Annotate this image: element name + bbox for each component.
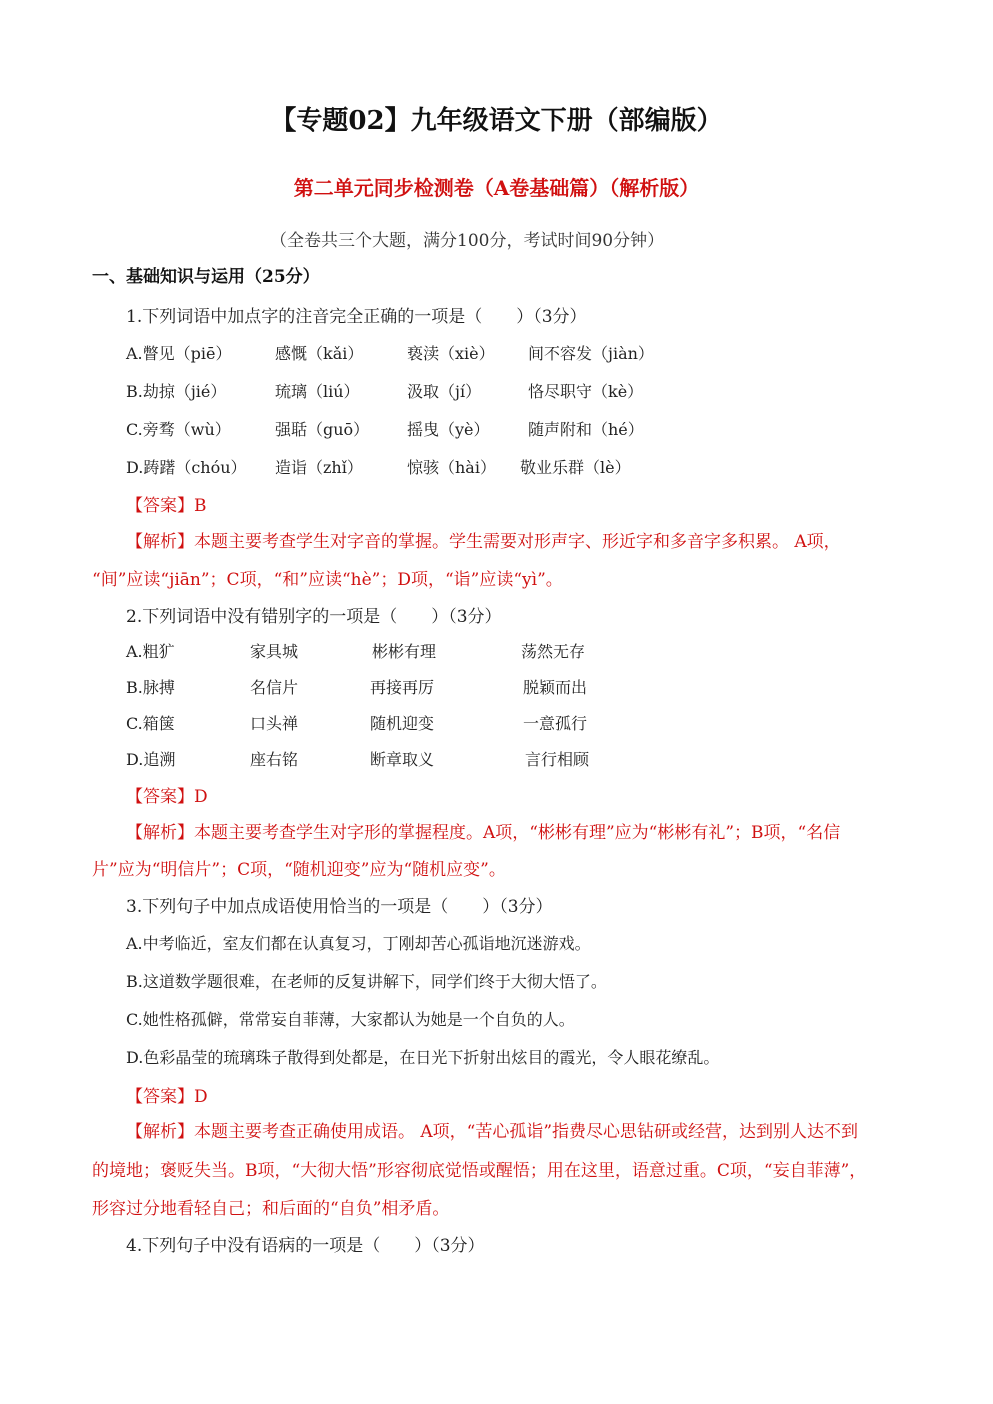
answer-value: D <box>194 1087 208 1107</box>
q3-analysis-line3: 形容过分地看轻自己；和后面的“自负”相矛盾。 <box>92 1199 450 1219</box>
q2-option-d-word1: D.追溯 <box>126 750 176 769</box>
q1-option-b-word2: 琉璃（liú） <box>275 382 360 401</box>
q2-option-b-word2: 名信片 <box>250 678 299 697</box>
q1-option-d-word2: 造诣（zhǐ） <box>275 458 363 477</box>
answer-label: 【答案】 <box>126 787 194 807</box>
q1-analysis-line1 <box>126 527 841 552</box>
question-1-stem: 1.下列词语中加点字的注音完全正确的一项是（ ）（3分） <box>126 307 587 327</box>
q2-option-c-word1: C.箱箧 <box>126 714 175 733</box>
q3-option-b: B.这道数学题很难，在老师的反复讲解下，同学们终于大彻大悟了。 <box>126 972 607 991</box>
analysis-label: 【解析】 <box>126 1122 194 1142</box>
q2-option-c-word4: 一意孤行 <box>523 714 588 733</box>
q1-option-b-word3: 汲取（jí） <box>407 382 482 401</box>
analysis-text: 本题主要考查正确使用成语。 A项，“苦心孤诣”指费尽心思钻研或经营，达到别人达不到 <box>194 1122 859 1142</box>
analysis-label: 【解析】 <box>126 532 194 552</box>
q1-option-b-word4: 恪尽职守（kè） <box>528 382 644 401</box>
q1-option-d-word3: 惊骇（hài） <box>407 458 496 477</box>
q1-option-a-word4: 间不容发（jiàn） <box>528 344 654 363</box>
q2-option-b-word4: 脱颖而出 <box>523 678 588 697</box>
question-3-stem: 3.下列句子中加点成语使用恰当的一项是（ ）（3分） <box>126 897 553 917</box>
q3-answer <box>126 1082 208 1107</box>
document-title: 【专题02】九年级语文下册（部编版） <box>270 106 723 136</box>
q3-analysis-line2: 的境地；褒贬失当。B项，“大彻大悟”形容彻底觉悟或醒悟；用在这里，语意过重。C项，“妄自菲薄”， <box>92 1161 867 1181</box>
q2-option-a-word4: 荡然无存 <box>521 642 586 661</box>
q1-option-a-word1: A.瞥见（piē） <box>126 344 232 363</box>
section-heading: 一、基础知识与运用（25分） <box>92 267 320 287</box>
q2-option-d-word3: 断章取义 <box>370 750 435 769</box>
q2-option-d-word4: 言行相顾 <box>525 750 590 769</box>
q1-option-b-word1: B.劫掠（jié） <box>126 382 227 401</box>
answer-value: B <box>194 496 207 516</box>
q2-option-b-word3: 再接再厉 <box>370 678 435 697</box>
question-4-stem: 4.下列句子中没有语病的一项是（ ）（3分） <box>126 1236 485 1256</box>
question-2-stem: 2.下列词语中没有错别字的一项是（ ）（3分） <box>126 607 502 627</box>
q2-option-b-word1: B.脉搏 <box>126 678 175 697</box>
analysis-label: 【解析】 <box>126 823 194 843</box>
q2-option-d-word2: 座右铭 <box>250 750 299 769</box>
q3-option-a: A.中考临近，室友们都在认真复习，丁刚却苦心孤诣地沉迷游戏。 <box>126 934 591 953</box>
q2-option-a-word2: 家具城 <box>250 642 299 661</box>
q2-analysis-line1 <box>126 818 840 843</box>
q2-analysis-line2: 片”应为“明信片”；C项，“随机迎变”应为“随机应变”。 <box>92 860 506 880</box>
q1-answer <box>126 491 207 516</box>
q2-option-c-word3: 随机迎变 <box>370 714 435 733</box>
answer-label: 【答案】 <box>126 1087 194 1107</box>
q2-answer <box>126 782 208 807</box>
q1-option-a-word2: 感慨（kǎi） <box>275 344 364 363</box>
q2-option-c-word2: 口头禅 <box>250 714 299 733</box>
analysis-text: 本题主要考查学生对字音的掌握。学生需要对形声字、形近字和多音字多积累。 A项， <box>194 532 841 552</box>
q1-option-d-word4: 敬业乐群（lè） <box>520 458 631 477</box>
document-subtitle: 第二单元同步检测卷（A卷基础篇）（解析版） <box>293 176 700 200</box>
answer-label: 【答案】 <box>126 496 194 516</box>
q3-analysis-line1 <box>126 1117 858 1142</box>
q1-option-c-word2: 强聒（guō） <box>275 420 370 439</box>
exam-info: （全卷共三个大题，满分100分，考试时间90分钟） <box>270 231 665 251</box>
analysis-text: 本题主要考查学生对字形的掌握程度。A项，“彬彬有理”应为“彬彬有礼”；B项，“名信 <box>194 823 841 843</box>
q3-option-c: C.她性格孤僻，常常妄自菲薄，大家都认为她是一个自负的人。 <box>126 1010 575 1029</box>
q2-option-a-word1: A.粗犷 <box>126 642 175 661</box>
q1-option-c-word1: C.旁骛（wù） <box>126 420 231 439</box>
q1-analysis-line2: “间”应读“jiān”；C项，“和”应读“hè”；D项，“诣”应读“yì”。 <box>92 570 563 590</box>
q1-option-c-word4: 随声附和（hé） <box>528 420 644 439</box>
q1-option-d-word1: D.踌躇（chóu） <box>126 458 247 477</box>
q1-option-c-word3: 摇曳（yè） <box>407 420 490 439</box>
q3-option-d: D.色彩晶莹的琉璃珠子散得到处都是，在日光下折射出炫目的霞光，令人眼花缭乱。 <box>126 1048 720 1067</box>
q2-option-a-word3: 彬彬有理 <box>372 642 437 661</box>
answer-value: D <box>194 787 208 807</box>
q1-option-a-word3: 亵渎（xiè） <box>407 344 495 363</box>
